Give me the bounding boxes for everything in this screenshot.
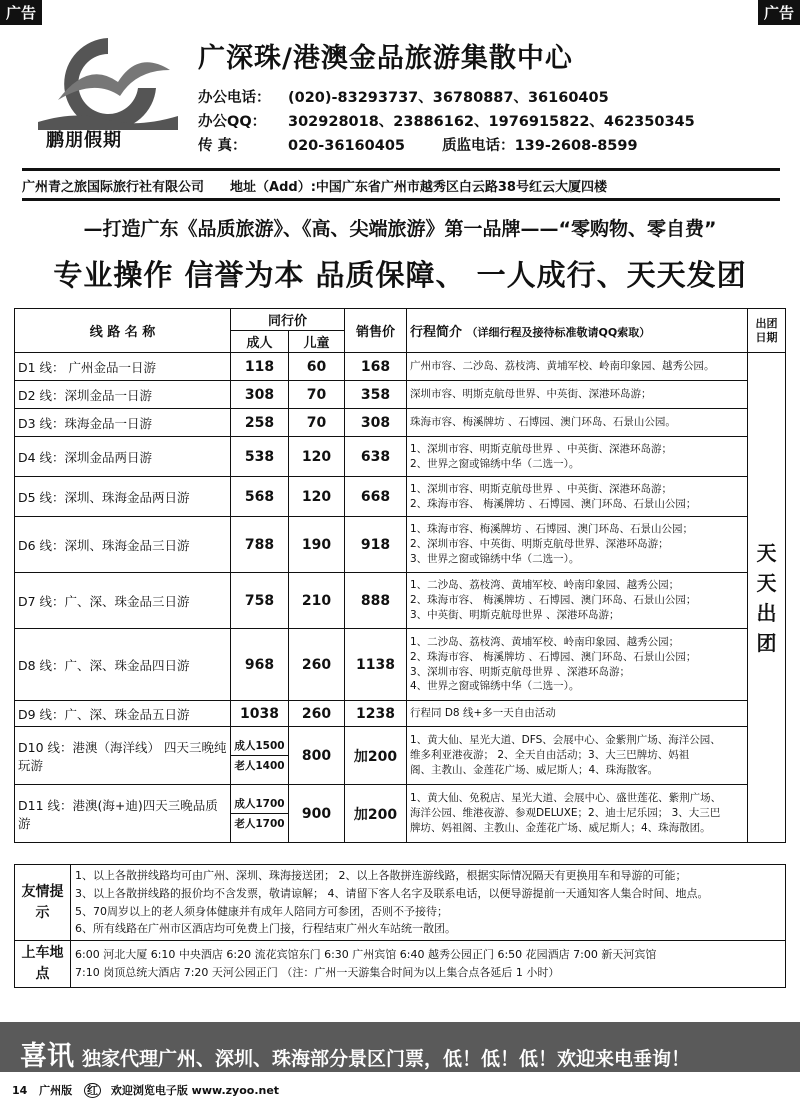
office-phone-row bbox=[198, 86, 609, 107]
ad-label-right: 广告 bbox=[758, 0, 800, 25]
itinerary-line: 3、世界之窗或锦绣中华（二选一）。 bbox=[410, 552, 580, 565]
route-name: D2 线：深圳金品一日游 bbox=[15, 381, 231, 409]
child-price: 120 bbox=[289, 477, 345, 517]
sale-price: 358 bbox=[345, 381, 407, 409]
itinerary-line: 1、珠海市容、梅溪牌坊 、石博园、澳门环岛、石景山公园； bbox=[410, 523, 694, 536]
notes-content bbox=[71, 865, 786, 941]
depart-daily bbox=[748, 353, 786, 843]
itinerary-line: 2、珠海市容、 梅溪牌坊 、石博园、澳门环岛、石景山公园； bbox=[410, 497, 697, 510]
pickup-line: 7:10 岗顶总统大酒店 7:20 天河公园正门 （注：广州一天游集合时间为以上集合点各延后 1 小时） bbox=[75, 966, 560, 980]
itinerary bbox=[407, 573, 748, 629]
header-route: 线 路 名 称 bbox=[15, 309, 231, 353]
table-row bbox=[15, 727, 786, 785]
table-row bbox=[15, 629, 786, 701]
table-row bbox=[15, 381, 786, 409]
sale-price: 加200 bbox=[345, 727, 407, 785]
child-price: 210 bbox=[289, 573, 345, 629]
table-row bbox=[15, 517, 786, 573]
sale-price: 1138 bbox=[345, 629, 407, 701]
pickup-row bbox=[15, 941, 786, 988]
table-row bbox=[15, 437, 786, 477]
adult-price: 成人1700 bbox=[234, 798, 285, 810]
quality-label: 质监电话： bbox=[442, 138, 515, 154]
itinerary-line: 4、世界之窗或锦绣中华（二选一）。 bbox=[410, 680, 580, 693]
itinerary-line: 3、深圳市容、明斯克航母世界 、深港环岛游； bbox=[410, 665, 631, 678]
header-itinerary bbox=[407, 309, 748, 353]
circle-mark-icon: 红 bbox=[84, 1083, 101, 1098]
page-title: 广深珠/港澳金品旅游集散中心 bbox=[198, 43, 573, 74]
divider-bottom bbox=[22, 198, 780, 201]
ad-label-left: 广告 bbox=[0, 0, 42, 25]
route-name: D10 线：港澳（海洋线） 四天三晚纯玩游 bbox=[15, 727, 231, 785]
itinerary-line: 2、珠海市容、 梅溪牌坊 、石博园、澳门环岛、石景山公园； bbox=[410, 650, 697, 663]
slogan-brand: —打造广东《品质旅游》、《高、尖端旅游》第一品牌——“零购物、零自费” bbox=[83, 218, 717, 240]
itinerary-line: 1、二沙岛、荔枝湾、黄埔军校、岭南印象园、越秀公园； bbox=[410, 635, 680, 648]
header-peer-price: 同行价 bbox=[231, 309, 345, 331]
office-phone-label: 办公电话： bbox=[198, 90, 271, 106]
sale-price: 918 bbox=[345, 517, 407, 573]
route-name: D8 线：广、深、珠金品四日游 bbox=[15, 629, 231, 701]
itinerary-line: 2、世界之窗或锦绣中华（二选一）。 bbox=[410, 457, 580, 470]
itinerary bbox=[407, 477, 748, 517]
header-adult: 成人 bbox=[231, 331, 289, 353]
table-row bbox=[15, 353, 786, 381]
qq-row bbox=[198, 110, 695, 131]
adult-price: 1038 bbox=[231, 701, 289, 727]
table-row bbox=[15, 701, 786, 727]
itinerary-line: 维多利亚港夜游； 2、全天自由活动；3、大三巴牌坊、妈祖 bbox=[410, 749, 690, 762]
pickup-content bbox=[71, 941, 786, 988]
table-header-row bbox=[15, 309, 786, 331]
note-line: 6、所有线路在广州市区酒店均可免费上门接，行程结束广州火车站统一散团。 bbox=[75, 922, 456, 936]
header-depart-date: 出团日期 bbox=[748, 309, 786, 353]
child-price: 900 bbox=[289, 785, 345, 843]
sale-price: 888 bbox=[345, 573, 407, 629]
company-address: 地址（Add）:中国广东省广州市越秀区白云路38号红云大厦四楼 bbox=[230, 180, 607, 195]
route-name: D1 线： 广州金品一日游 bbox=[15, 353, 231, 381]
office-phone: (020)-83293737、36780887、36160405 bbox=[288, 90, 609, 106]
page-footer bbox=[12, 1082, 279, 1098]
itinerary bbox=[407, 727, 748, 785]
child-price: 70 bbox=[289, 381, 345, 409]
fax-number: 020-36160405 bbox=[288, 138, 405, 154]
itinerary-line: 深圳市容、明斯克航母世界、中英街、深港环岛游； bbox=[410, 388, 652, 401]
adult-price: 308 bbox=[231, 381, 289, 409]
itinerary bbox=[407, 381, 748, 409]
adult-price: 258 bbox=[231, 409, 289, 437]
adult-price: 538 bbox=[231, 437, 289, 477]
itinerary bbox=[407, 437, 748, 477]
itinerary-line: 1、深圳市容、明斯克航母世界 、中英街、深港环岛游； bbox=[410, 482, 673, 495]
promo-banner bbox=[0, 1022, 800, 1072]
itinerary bbox=[407, 629, 748, 701]
table-row bbox=[15, 573, 786, 629]
route-name: D4 线：深圳金品两日游 bbox=[15, 437, 231, 477]
child-price: 190 bbox=[289, 517, 345, 573]
header-itinerary-title: 行程简介 bbox=[410, 325, 463, 340]
sale-price: 加200 bbox=[345, 785, 407, 843]
quality-phone: 139-2608-8599 bbox=[514, 138, 638, 154]
route-name: D5 线：深圳、珠海金品两日游 bbox=[15, 477, 231, 517]
itinerary bbox=[407, 409, 748, 437]
logo-text: 鹏朋假期 bbox=[46, 130, 122, 151]
child-price: 800 bbox=[289, 727, 345, 785]
itinerary-line: 1、深圳市容、明斯克航母世界 、中英街、深港环岛游； bbox=[410, 442, 673, 455]
itinerary-line: 阁、主教山、金莲花广场、威尼斯人；4、珠海散客。 bbox=[410, 763, 659, 776]
divider-top bbox=[22, 168, 780, 171]
sale-price: 308 bbox=[345, 409, 407, 437]
adult-price: 968 bbox=[231, 629, 289, 701]
pickup-line: 6:00 河北大厦 6:10 中央酒店 6:20 流花宾馆东门 6:30 广州宾馆 6:40 越秀公园正门 6:50 花园酒店 7:00 新天河宾馆 bbox=[75, 948, 657, 962]
sale-price: 638 bbox=[345, 437, 407, 477]
itinerary bbox=[407, 701, 748, 727]
routes-table bbox=[14, 308, 786, 843]
qq-label: 办公QQ： bbox=[198, 114, 267, 130]
itinerary-line: 牌坊、妈祖阁、主教山、金莲花广场、威尼斯人；4、珠海散团。 bbox=[410, 821, 711, 834]
page-number: 14 bbox=[12, 1084, 28, 1097]
header-itinerary-note: （详细行程及接待标准敬请QQ索取） bbox=[466, 326, 651, 339]
itinerary-line: 1、黄大仙、星光大道、DFS、会展中心、金紫荆广场、海洋公园、 bbox=[410, 734, 721, 747]
fax-row bbox=[198, 134, 638, 155]
route-name: D3 线：珠海金品一日游 bbox=[15, 409, 231, 437]
child-price: 260 bbox=[289, 701, 345, 727]
banner-headline: 喜讯 bbox=[20, 1041, 74, 1072]
header-child: 儿童 bbox=[289, 331, 345, 353]
senior-price: 老人1400 bbox=[231, 755, 288, 775]
notes-row bbox=[15, 865, 786, 941]
depart-daily-text: 天天出团 bbox=[756, 540, 777, 655]
adult-senior-price bbox=[231, 727, 289, 785]
banner-text: 独家代理广州、深圳、珠海部分景区门票，低！低！低！欢迎来电垂询！ bbox=[82, 1048, 691, 1070]
table-row bbox=[15, 409, 786, 437]
fax-label: 传 真： bbox=[198, 138, 247, 154]
adult-price: 118 bbox=[231, 353, 289, 381]
route-name: D6 线：深圳、珠海金品三日游 bbox=[15, 517, 231, 573]
itinerary-line: 3、中英街、明斯克航母世界 、深港环岛游； bbox=[410, 608, 620, 621]
note-line: 1、以上各散拼线路均可由广州、深圳、珠海接送团； 2、以上各散拼连游线路，根据实际情况隔天有更换用车和导游的可能； bbox=[75, 869, 687, 882]
itinerary-line: 行程同 D8 线+多一天自由活动 bbox=[410, 707, 556, 720]
itinerary-line: 2、深圳市容、中英街、明斯克航母世界、深港环岛游； bbox=[410, 538, 669, 551]
itinerary bbox=[407, 517, 748, 573]
child-price: 260 bbox=[289, 629, 345, 701]
itinerary bbox=[407, 353, 748, 381]
header bbox=[38, 30, 758, 160]
child-price: 60 bbox=[289, 353, 345, 381]
bird-logo-icon bbox=[38, 30, 178, 130]
company-line bbox=[22, 176, 607, 195]
sale-price: 668 bbox=[345, 477, 407, 517]
table-row bbox=[15, 785, 786, 843]
itinerary-line: 1、黄大仙、免税店、星光大道、会展中心、盛世莲花、紫荆广场、 bbox=[410, 792, 722, 805]
qq-numbers: 302928018、23886162、1976915822、462350345 bbox=[288, 114, 695, 130]
route-name: D7 线：广、深、珠金品三日游 bbox=[15, 573, 231, 629]
adult-price: 568 bbox=[231, 477, 289, 517]
route-name: D11 线：港澳(海+迪)四天三晚品质游 bbox=[15, 785, 231, 843]
company-name: 广州青之旅国际旅行社有限公司 bbox=[22, 180, 205, 195]
header-sale-price: 销售价 bbox=[345, 309, 407, 353]
note-line: 3、以上各散拼线路的报价均不含发票，敬请谅解； 4、请留下客人名字及联系电话，以便导游提前一天通知客人集合时间、地点。 bbox=[75, 886, 709, 900]
pickup-label: 上车地点 bbox=[15, 941, 71, 988]
sale-price: 1238 bbox=[345, 701, 407, 727]
senior-price: 老人1700 bbox=[231, 813, 288, 833]
adult-senior-price bbox=[231, 785, 289, 843]
notes-label: 友情提示 bbox=[15, 865, 71, 941]
itinerary bbox=[407, 785, 748, 843]
slogan-main: 专业操作 信誉为本 品质保障、 一人成行、天天发团 bbox=[53, 258, 747, 292]
route-name: D9 线：广、深、珠金品五日游 bbox=[15, 701, 231, 727]
table-row bbox=[15, 477, 786, 517]
adult-price: 788 bbox=[231, 517, 289, 573]
adult-price: 成人1500 bbox=[234, 740, 285, 752]
child-price: 70 bbox=[289, 409, 345, 437]
itinerary-line: 2、珠海市容、 梅溪牌坊 、石博园、澳门环岛、石景山公园； bbox=[410, 594, 697, 607]
itinerary-line: 珠海市容、梅溪牌坊 、石博园、澳门环岛、石景山公园。 bbox=[410, 416, 676, 429]
itinerary-line: 1、二沙岛、荔枝湾、黄埔军校、岭南印象园、越秀公园； bbox=[410, 579, 680, 592]
notes-table bbox=[14, 864, 786, 988]
sale-price: 168 bbox=[345, 353, 407, 381]
adult-price: 758 bbox=[231, 573, 289, 629]
site-link[interactable]: 欢迎浏览电子版 www.zyoo.net bbox=[110, 1084, 280, 1097]
itinerary-line: 广州市容、二沙岛、荔枝湾、黄埔军校、岭南印象园、越秀公园。 bbox=[410, 360, 715, 373]
note-line: 5、70周岁以上的老人须身体健康并有成年人陪同方可参团，否则不予接待； bbox=[75, 904, 448, 918]
edition: 广州版 bbox=[39, 1084, 73, 1097]
company-logo bbox=[38, 30, 178, 155]
itinerary-line: 海洋公园、维港夜游、参观DELUXE；2、迪士尼乐园； 3、大三巴 bbox=[410, 807, 721, 820]
child-price: 120 bbox=[289, 437, 345, 477]
